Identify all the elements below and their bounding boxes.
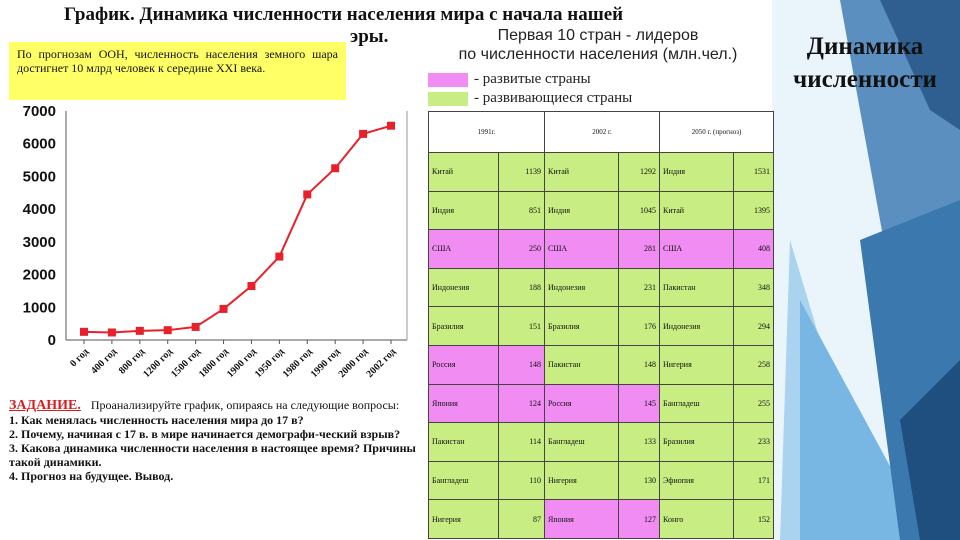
data-point	[387, 122, 395, 130]
country-cell: Бангладеш	[545, 423, 619, 462]
x-tick-label: 1900 год	[224, 346, 259, 380]
population-cell: 1139	[499, 153, 545, 192]
y-tick-label: 3000	[22, 233, 56, 251]
country-cell: Индия	[660, 153, 734, 192]
developing-swatch	[428, 92, 468, 106]
header-1991: 1991г.	[429, 112, 545, 153]
country-cell: Китай	[660, 191, 734, 230]
legend-developing	[428, 90, 632, 106]
x-tick-label: 2002 год	[364, 346, 399, 380]
population-cell: 87	[499, 500, 545, 539]
population-cell: 1531	[734, 153, 774, 192]
population-cell: 1395	[734, 191, 774, 230]
x-tick-label: 0 год	[68, 346, 92, 370]
population-cell: 255	[734, 384, 774, 423]
top-countries-table-wrap	[428, 111, 773, 539]
country-cell: Пакистан	[429, 423, 499, 462]
data-point	[247, 282, 255, 290]
data-point	[359, 130, 367, 138]
table-row	[429, 461, 774, 500]
country-cell: Япония	[429, 384, 499, 423]
task-block	[9, 398, 426, 483]
country-cell: Япония	[545, 500, 619, 539]
legend-developing-label: - развивающиеся страны	[474, 90, 633, 106]
top-countries-table	[428, 111, 774, 539]
population-cell: 294	[734, 307, 774, 346]
country-cell: Нигерия	[660, 345, 734, 384]
task-lead-text: Проанализируйте график, опираясь на следующие вопросы:	[90, 398, 400, 412]
country-cell: Индия	[429, 191, 499, 230]
x-tick-label: 2000 год	[336, 346, 371, 380]
data-point	[80, 328, 88, 336]
data-point	[192, 323, 200, 331]
data-point	[331, 164, 339, 172]
country-cell: Бразилия	[545, 307, 619, 346]
side-title-line-2: численности	[793, 66, 937, 93]
table-row	[429, 153, 774, 192]
country-cell: Нигерия	[429, 500, 499, 539]
task-heading: ЗАДАНИЕ.	[9, 398, 81, 413]
developed-swatch	[428, 73, 468, 87]
population-cell: 176	[619, 307, 660, 346]
table-row	[429, 345, 774, 384]
country-cell: Бангладеш	[660, 384, 734, 423]
country-cell: Китай	[545, 153, 619, 192]
country-cell: США	[660, 230, 734, 269]
population-cell: 130	[619, 461, 660, 500]
table-row	[429, 423, 774, 462]
y-tick-label: 7000	[22, 103, 56, 120]
country-cell: США	[545, 230, 619, 269]
population-chart-svg	[0, 100, 425, 395]
task-question-4: 4. Прогноз на будущее. Вывод.	[9, 469, 174, 483]
country-cell: Конго	[660, 500, 734, 539]
task-question-2: 2. Почему, начиная с 17 в. в мире начинается демографи-ческий взрыв?	[9, 427, 401, 441]
population-cell: 148	[619, 345, 660, 384]
population-cell: 188	[499, 268, 545, 307]
task-lead	[9, 398, 426, 413]
country-cell: Бангладеш	[429, 461, 499, 500]
x-tick-label: 1980 год	[280, 346, 315, 380]
population-cell: 408	[734, 230, 774, 269]
population-cell: 127	[619, 500, 660, 539]
population-cell: 151	[499, 307, 545, 346]
population-cell: 851	[499, 191, 545, 230]
task-question-1: 1. Как менялась численность населения мира до 17 в?	[9, 413, 304, 427]
population-cell: 145	[619, 384, 660, 423]
population-cell: 281	[619, 230, 660, 269]
title-line-2: эры.	[350, 26, 389, 47]
legend-title	[424, 26, 772, 64]
population-cell: 1292	[619, 153, 660, 192]
side-title-line-1: Динамика	[806, 33, 924, 60]
legend-title-line-2: по численности населения (млн.чел.)	[458, 46, 738, 63]
header-2002: 2002 г.	[545, 112, 660, 153]
data-point	[220, 305, 228, 313]
country-cell: США	[429, 230, 499, 269]
x-tick-label: 1500 год	[169, 346, 203, 380]
legend-title-line-1: Первая 10 стран - лидеров	[497, 27, 699, 44]
table-row	[429, 191, 774, 230]
country-cell: Индонезия	[660, 307, 734, 346]
population-cell: 110	[499, 461, 545, 500]
population-cell: 133	[619, 423, 660, 462]
y-tick-label: 1000	[22, 299, 56, 317]
population-cell: 148	[499, 345, 545, 384]
x-tick-label: 1200 год	[141, 346, 175, 380]
header-2050: 2050 г. (прогноз)	[660, 112, 774, 153]
country-cell: Эфиопия	[660, 461, 734, 500]
population-cell: 231	[619, 268, 660, 307]
country-cell: Бразилия	[660, 423, 734, 462]
population-cell: 250	[499, 230, 545, 269]
y-tick-label: 0	[47, 332, 56, 349]
population-cell: 1045	[619, 191, 660, 230]
population-cell: 348	[734, 268, 774, 307]
country-cell: Индонезия	[545, 268, 619, 307]
population-chart	[0, 100, 425, 395]
table-row	[429, 230, 774, 269]
population-cell: 114	[499, 423, 545, 462]
data-point	[164, 326, 172, 334]
table-body	[429, 153, 774, 539]
x-tick-label: 1950 год	[252, 346, 287, 380]
y-tick-label: 5000	[22, 168, 56, 186]
side-title	[780, 30, 950, 96]
country-cell: Бразилия	[429, 307, 499, 346]
x-tick-label: 800 год	[116, 346, 147, 377]
country-cell: Россия	[545, 384, 619, 423]
title-line-1: График. Динамика численности населения мира с начала нашей	[64, 4, 624, 25]
y-tick-label: 6000	[22, 135, 56, 153]
population-cell: 258	[734, 345, 774, 384]
table-header-row	[429, 112, 774, 153]
country-cell: Россия	[429, 345, 499, 384]
population-cell: 124	[499, 384, 545, 423]
population-cell: 233	[734, 423, 774, 462]
data-point	[108, 328, 116, 336]
task-question-3: 3. Какова динамика численности населения в настоящее время? Причины такой динамики.	[9, 441, 416, 469]
table-row	[429, 384, 774, 423]
table-row	[429, 500, 774, 539]
country-cell: Нигерия	[545, 461, 619, 500]
y-tick-label: 2000	[22, 266, 56, 284]
table-row	[429, 268, 774, 307]
country-cell: Китай	[429, 153, 499, 192]
country-cell: Пакистан	[545, 345, 619, 384]
table-row	[429, 307, 774, 346]
y-tick-label: 4000	[22, 201, 56, 219]
un-forecast-note: По прогнозам ООН, численность населения земного шара достигнет 10 млрд человек к середине XXI века.	[9, 42, 346, 100]
country-cell: Индия	[545, 191, 619, 230]
population-cell: 171	[734, 461, 774, 500]
x-tick-label: 1800 год	[197, 346, 231, 380]
legend-developed	[428, 71, 591, 87]
legend-developed-label: - развитые страны	[474, 71, 591, 87]
x-tick-label: 400 год	[88, 346, 120, 377]
population-cell: 152	[734, 500, 774, 539]
population-series-line	[84, 126, 391, 333]
country-cell: Пакистан	[660, 268, 734, 307]
x-tick-label: 1990 год	[308, 346, 343, 380]
country-cell: Индонезия	[429, 268, 499, 307]
data-point	[303, 190, 311, 198]
data-point	[136, 327, 144, 335]
data-point	[275, 253, 283, 261]
